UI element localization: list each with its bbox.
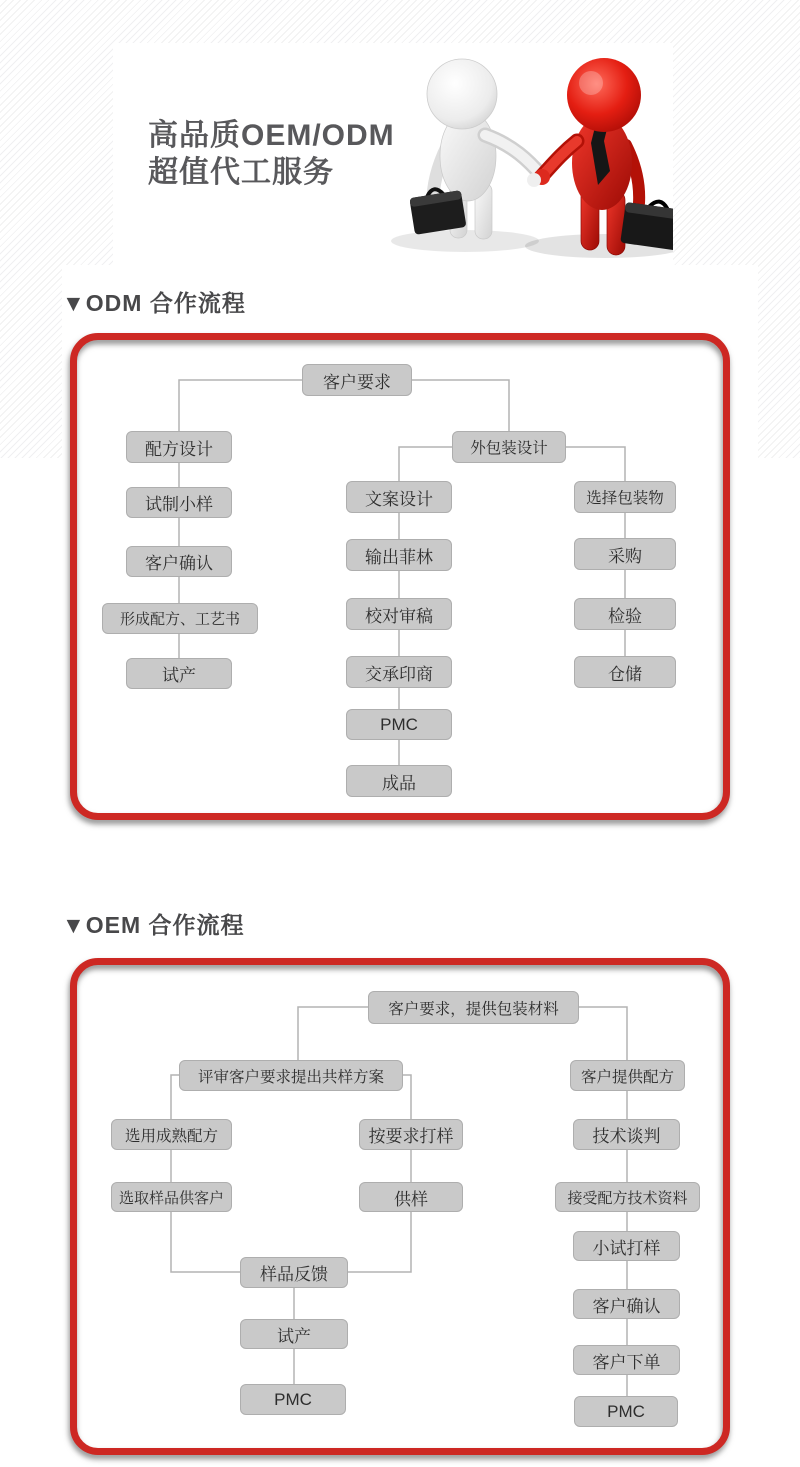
odm-node-copy-design: 文案设计 [346, 481, 452, 513]
oem-node-pilot-sample: 小试打样 [573, 1231, 680, 1261]
oem-node-receive-formula-docs: 接受配方技术资料 [555, 1182, 700, 1212]
odm-node-formula-design: 配方设计 [126, 431, 232, 463]
oem-node-customer-order: 客户下单 [573, 1345, 680, 1375]
banner-title-line2: 超值代工服务 [148, 156, 334, 189]
banner-title [148, 117, 395, 191]
oem-section-header: ▼OEM 合作流程 [62, 912, 245, 938]
oem-node-customer-requirements-packaging: 客户要求，提供包装材料 [368, 991, 579, 1024]
odm-node-pmc: PMC [346, 709, 452, 740]
odm-node-customer-requirements: 客户要求 [302, 364, 412, 396]
oem-node-customer-confirm: 客户确认 [573, 1289, 680, 1319]
odm-node-form-formula-craftbook: 形成配方、工艺书 [102, 603, 258, 634]
white-figure [409, 59, 542, 239]
odm-section-header: ▼ODM 合作流程 [62, 290, 246, 316]
oem-node-trial-production: 试产 [240, 1319, 348, 1349]
oem-node-mature-formula: 选用成熟配方 [111, 1119, 232, 1150]
oem-node-customer-formula: 客户提供配方 [570, 1060, 685, 1091]
oem-flowchart [70, 958, 730, 1455]
odm-node-select-packaging: 选择包装物 [574, 481, 676, 513]
oem-node-tech-negotiation: 技术谈判 [573, 1119, 680, 1150]
odm-node-purchase: 采购 [574, 538, 676, 570]
odm-node-proofread-review: 校对审稿 [346, 598, 452, 630]
odm-node-trial-sample: 试制小样 [126, 487, 232, 518]
odm-node-customer-confirm: 客户确认 [126, 546, 232, 577]
red-figure [527, 58, 673, 255]
odm-node-inspection: 检验 [574, 598, 676, 630]
odm-node-packaging-design: 外包装设计 [452, 431, 566, 463]
oem-node-sample-on-request: 按要求打样 [359, 1119, 463, 1150]
oem-node-sample-feedback: 样品反馈 [240, 1257, 348, 1288]
odm-node-to-printer: 交承印商 [346, 656, 452, 688]
red-figure-briefcase [620, 197, 673, 251]
odm-node-finished-product: 成品 [346, 765, 452, 797]
oem-node-pmc-right: PMC [574, 1396, 678, 1427]
odm-flowchart [70, 333, 730, 820]
oem-node-review-proposal: 评审客户要求提出共样方案 [179, 1060, 403, 1091]
oem-node-select-samples: 选取样品供客户 [111, 1182, 232, 1212]
banner-title-line1: 高品质OEM/ODM [148, 119, 395, 152]
oem-node-pmc-left: PMC [240, 1384, 346, 1415]
odm-node-trial-production: 试产 [126, 658, 232, 689]
banner [113, 43, 673, 265]
odm-node-warehouse: 仓储 [574, 656, 676, 688]
oem-node-provide-sample: 供样 [359, 1182, 463, 1212]
odm-node-output-film: 输出菲林 [346, 539, 452, 571]
